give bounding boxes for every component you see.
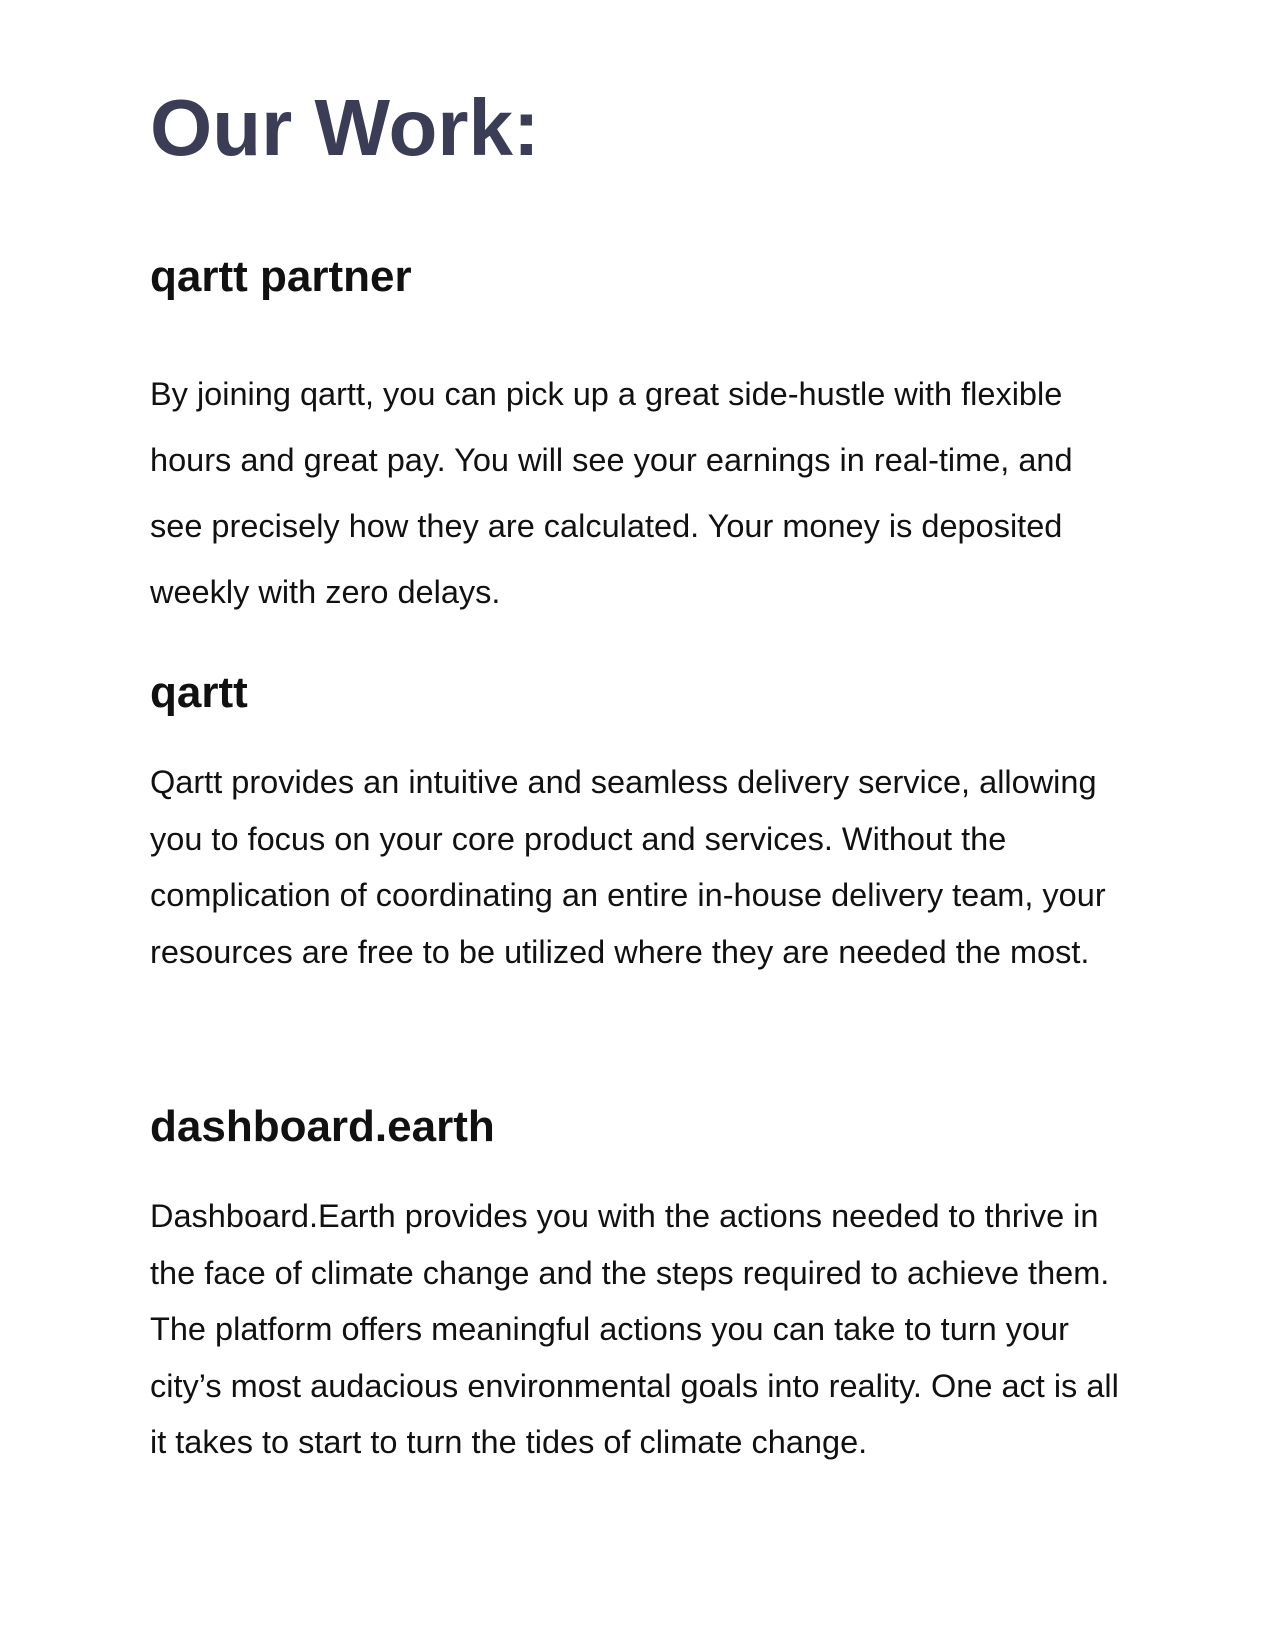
section-body-qartt: Qartt provides an intuitive and seamless delivery service, allowing you to focus on your core product and services. Without the complication of coordinating an entire in-house delivery team, your resources are free to be utilized where they are needed the most. bbox=[150, 764, 1106, 970]
section-heading-qartt-partner: qartt partner bbox=[150, 252, 412, 301]
section-body-dashboard-earth: Dashboard.Earth provides you with the actions needed to thrive in the face of climate change and the steps required to achieve them. The platform offers meaningful actions you can take to turn your city’s most audacious environmental goals into reality. One act is all it takes to start to turn the tides of climate change. bbox=[150, 1198, 1119, 1460]
page-title: Our Work: bbox=[150, 83, 540, 172]
section-heading-qartt: qartt bbox=[150, 668, 248, 717]
section-body-qartt-partner: By joining qartt, you can pick up a great side-hustle with flexible hours and great pay. You will see your earnings in real-time, and see precisely how they are calculated. Your money is deposited weekly with zero delays. bbox=[150, 376, 1073, 610]
section-heading-dashboard-earth: dashboard.earth bbox=[150, 1102, 495, 1151]
